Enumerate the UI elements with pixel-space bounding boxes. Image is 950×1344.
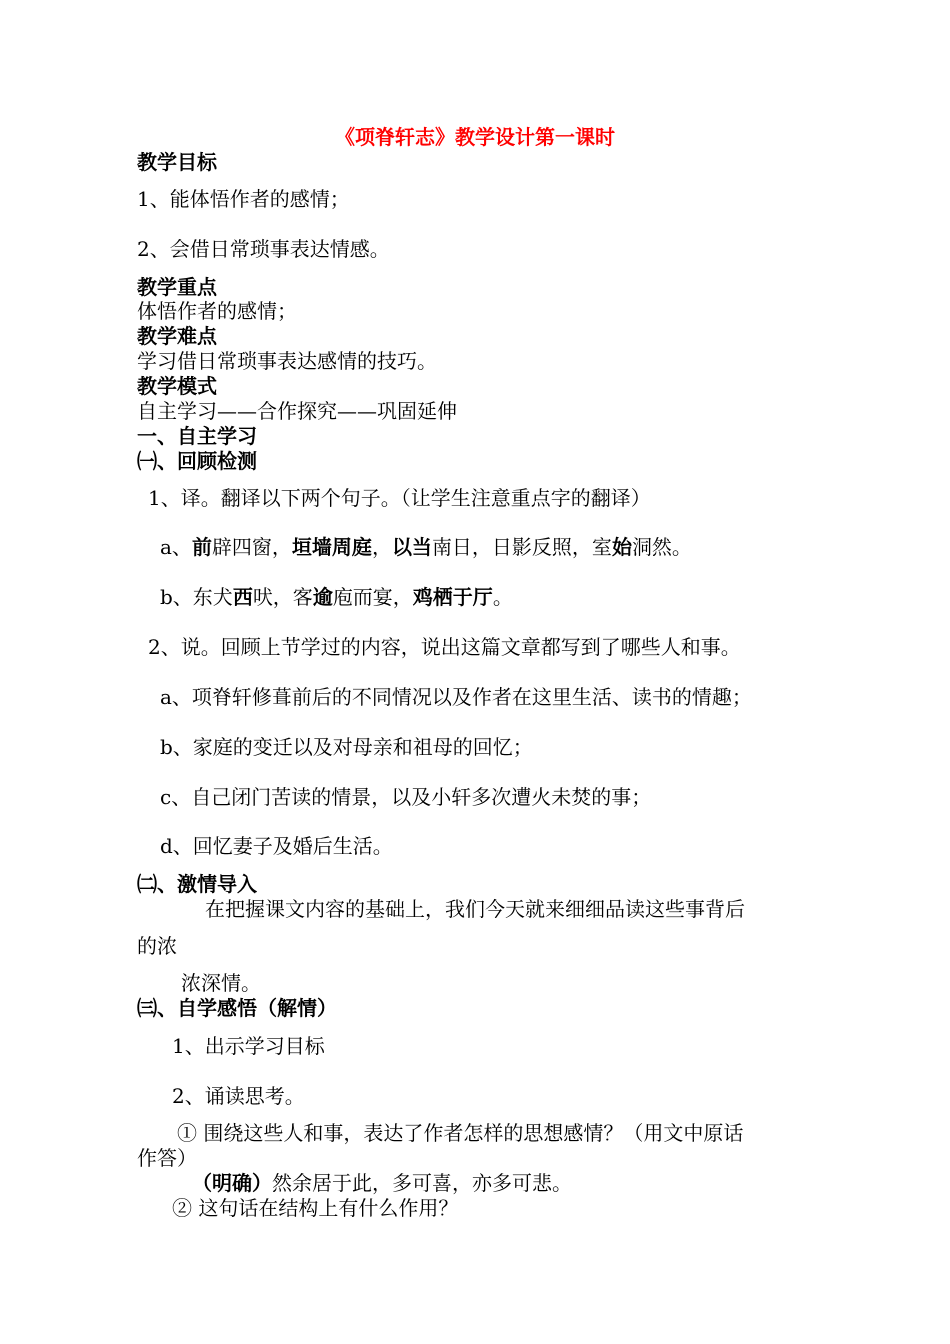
sentence-a-keyword: 垣墙周庭 (291, 535, 372, 559)
sentence-b-keyword: 鸡栖于厅 (412, 585, 493, 609)
question-2: ② 这句话在结构上有什么作用？ (172, 1196, 459, 1220)
sentence-a-part: a、 (160, 535, 192, 559)
step-1: 1、出示学习目标 (172, 1034, 325, 1058)
sentence-b-keyword: 西 (232, 585, 253, 609)
sentence-a-part: ， (371, 535, 392, 559)
sentence-b-part: 吠，客 (252, 585, 313, 609)
answer-label: （明确） (192, 1171, 272, 1195)
sentence-b (160, 585, 513, 609)
list-item-d: d、回忆妻子及婚后生活。 (160, 834, 393, 858)
sentence-a-part: 南日，日影反照，室 (431, 535, 612, 559)
intro-line-3: 浓深情。 (181, 971, 261, 995)
question-1-line-2: 作答） (137, 1146, 197, 1170)
sentence-a-keyword: 以当 (391, 535, 432, 559)
difficulty-text: 学习借日常琐事表达感情的技巧。 (137, 349, 437, 373)
goal-1: 1、能体悟作者的感情； (137, 187, 350, 211)
intro-line-2: 的浓 (137, 934, 177, 958)
mode-heading: 教学模式 (137, 374, 217, 398)
list-item-a: a、项脊轩修葺前后的不同情况以及作者在这里生活、读书的情趣； (160, 685, 752, 709)
key-text: 体悟作者的感情； (137, 299, 297, 323)
answer-line (192, 1171, 572, 1195)
list-item-b: b、家庭的变迁以及对母亲和祖母的回忆； (160, 735, 533, 759)
item-1-translate: 1、译。翻译以下两个句子。（让学生注意重点字的翻译） (148, 486, 651, 510)
section-1-heading: 一、自主学习 (137, 424, 257, 448)
key-heading: 教学重点 (137, 275, 217, 299)
mode-text: 自主学习——合作探究——巩固延伸 (137, 399, 457, 423)
answer-text: 然余居于此，多可喜，亦多可悲。 (272, 1171, 572, 1195)
step-2: 2、诵读思考。 (172, 1084, 305, 1108)
sentence-b-keyword: 逾 (312, 585, 333, 609)
page-title: 《项脊轩志》教学设计第一课时 (335, 125, 615, 149)
sentence-a-part: 洞然。 (631, 535, 692, 559)
list-item-c: c、自己闭门苦读的情景，以及小轩多次遭火未焚的事； (160, 785, 652, 809)
question-1-line-1: ① 围绕这些人和事，表达了作者怎样的思想感情？（用文中原话 (177, 1121, 744, 1145)
subsection-2-heading: ㈡、激情导入 (137, 872, 257, 896)
goal-2: 2、会借日常琐事表达情感。 (137, 237, 390, 261)
subsection-1-heading: ㈠、回顾检测 (137, 449, 257, 473)
sentence-a-keyword: 前 (191, 535, 212, 559)
sentence-a-keyword: 始 (611, 535, 632, 559)
sentence-a (160, 535, 692, 559)
intro-line-1: 在把握课文内容的基础上，我们今天就来细细品读这些事背后 (205, 897, 745, 921)
difficulty-heading: 教学难点 (137, 324, 217, 348)
sentence-a-part: 辟四窗， (211, 535, 292, 559)
item-2-speak: 2、说。回顾上节学过的内容，说出这篇文章都写到了哪些人和事。 (148, 635, 741, 659)
subsection-3-heading: ㈢、自学感悟（解情） (137, 996, 337, 1020)
sentence-b-part: b、东犬 (160, 585, 233, 609)
sentence-b-part: 。 (492, 585, 513, 609)
goals-heading: 教学目标 (137, 150, 217, 174)
sentence-b-part: 庖而宴， (332, 585, 413, 609)
